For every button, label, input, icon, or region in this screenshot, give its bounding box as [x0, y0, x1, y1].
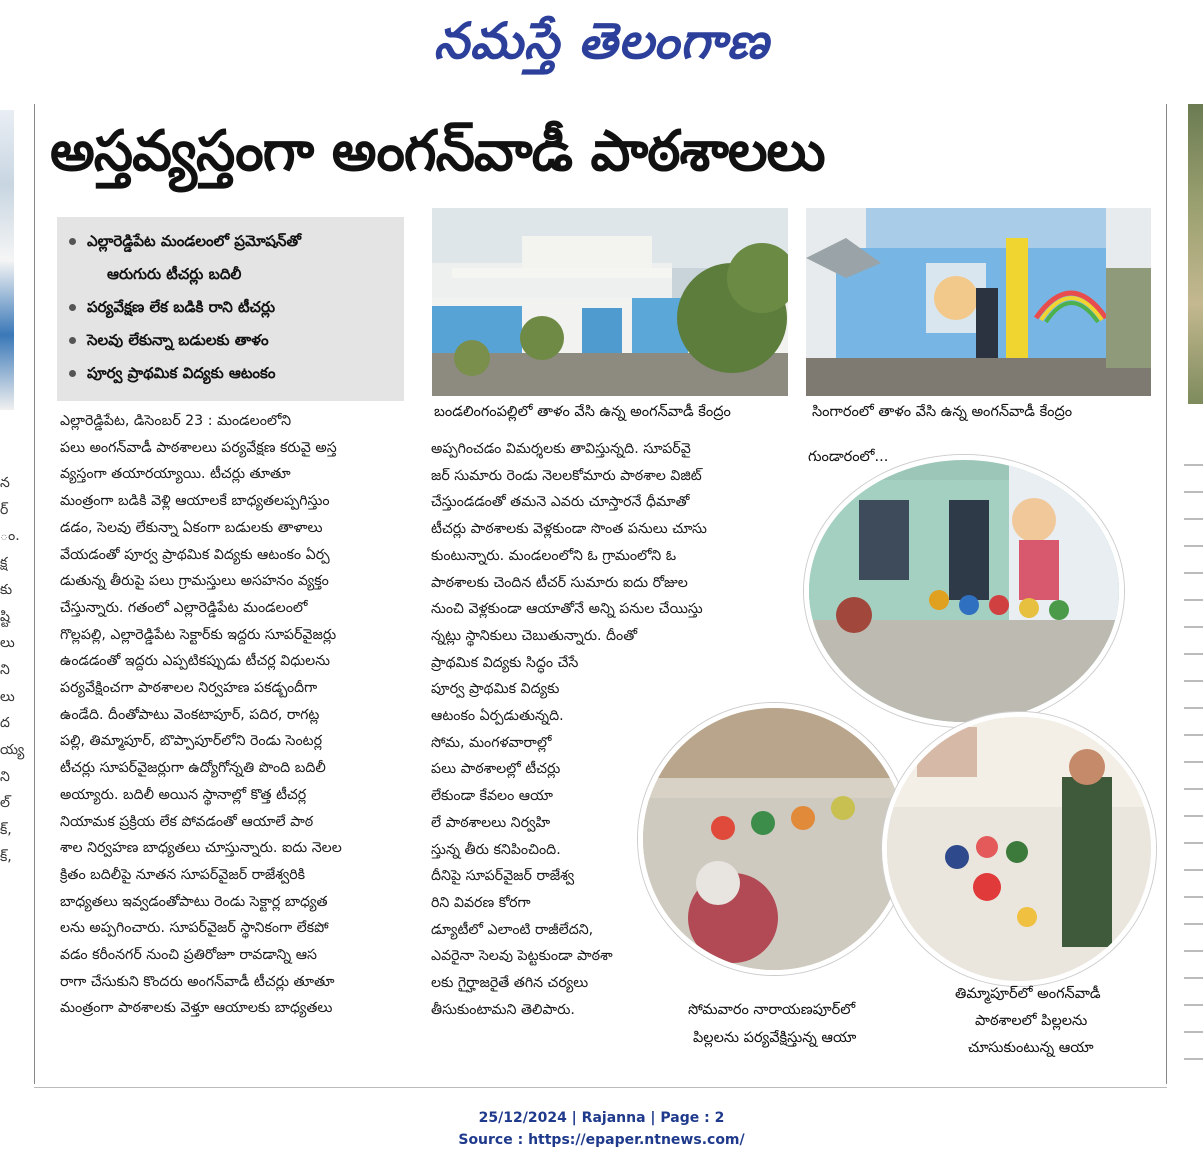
body-text-line: జర్ సుమారు రెండు నెలలకోమారు పాఠశాల విజిట్	[431, 467, 702, 484]
body-text-line: శాల నిర్వహణ బాధ్యతలు చూస్తున్నారు. ఐదు నెలల	[60, 840, 342, 857]
photo-bandalingampalli-center	[432, 208, 788, 396]
body-text-line: కుంటున్నారు. మండలంలోని ఓ గ్రామంలోని ఓ	[431, 547, 677, 564]
body-text-line: చేస్తున్నారు. గతంలో ఎల్లారెడ్డిపేట మండలంలో	[60, 599, 308, 616]
caption-photo-2: సింగారంలో తాళం వేసి ఉన్న అంగన్‌వాడీ కేంద్రం	[812, 404, 1073, 420]
article-column-2	[431, 436, 791, 1023]
photo-singaram-center	[806, 208, 1151, 396]
caption-photo-5-line3: చూసుకుంటున్న ఆయా	[968, 1040, 1094, 1056]
highlight-item: ఎల్లారెడ్డిపేట మండలంలో ప్రమోషన్‌తో	[65, 225, 398, 258]
photo-bandalingampalli-image	[432, 208, 788, 396]
highlight-item: సెలవు లేకున్నా బడులకు తాళం	[65, 324, 398, 357]
photo-thimmapur-image	[887, 717, 1151, 981]
body-text-line: ఉండేది. దీంతోపాటు వెంకటాపూర్, పదిర, రాగట్ల	[60, 706, 320, 723]
left-edge-text: న ర్ ం. క్ష కు ష్టి లు ని లు ద య్య ని ల్ క్, క్,	[0, 475, 25, 865]
body-text-line: టీచర్లు పాఠశాలకు వెళ్లకుండా సొంత పనులు చూసు	[431, 521, 707, 538]
body-text-line: డ్యూటీలో ఎలాంటి రాజీలేదని,	[431, 921, 594, 938]
body-text-line: లేకుండా కేవలం ఆయా	[431, 788, 553, 805]
body-text-line: మంత్రంగా పాఠశాలకు వెళ్తూ ఆయాలకు బాధ్యతలు	[60, 1000, 333, 1017]
caption-photo-4-line1: సోమవారం నారాయణపూర్‌లో	[688, 1002, 856, 1018]
body-text-line: లే పాఠశాలలు నిర్వహి	[431, 814, 551, 831]
caption-photo-3-title: గుండారంలో...	[808, 449, 889, 465]
body-text-line: అయ్యారు. బదిలీ అయిన స్థానాల్లో కొత్త టీచర్ల	[60, 786, 307, 803]
photo-gundaram-circle	[804, 455, 1124, 727]
body-text-line: వేయడంతో పూర్వ ప్రాథమిక విద్యకు ఆటంకం ఏర్ప	[60, 546, 330, 563]
body-text-line: తీసుకుంటామని తెలిపారు.	[431, 1001, 575, 1018]
body-text-line: సోమ, మంగళవారాల్లో	[431, 734, 552, 751]
body-text-line: పల్లి, తిమ్మాపూర్, బొప్పాపూర్‌లోని రెండు సెంటర్ల	[60, 733, 323, 750]
masthead-logo: నమస్తే తెలంగాణ	[433, 11, 770, 70]
body-text-line: పూర్వ ప్రాథమిక విద్యకు	[431, 681, 560, 698]
body-text-line: స్తున్న తీరు కనిపించింది.	[431, 841, 561, 858]
article-headline: అస్తవ్యస్తంగా అంగన్‌వాడీ పాఠశాలలు	[50, 119, 825, 184]
left-border-line	[34, 104, 35, 1084]
body-text-line: బాధ్యతలు ఇవ్వడంతోపాటు రెండు సెక్టార్ల బాధ్యత	[60, 893, 328, 910]
body-text-line: రిని వివరణ కోరగా	[431, 894, 531, 911]
body-text-line: క్రితం బదిలీపై నూతన సూపర్‌వైజర్ రాజేశ్వరికి	[60, 866, 306, 883]
caption-photo-5-line1: తిమ్మాపూర్‌లో అంగన్‌వాడీ	[955, 986, 1101, 1002]
body-text-line: నుంచి వెళ్లకుండా ఆయాతోనే అన్ని పనుల చేయిస్తు	[431, 601, 703, 618]
body-text-line: పలు పాఠశాలల్లో టీచర్లు	[431, 761, 561, 778]
body-text-line: దీనిపై సూపర్‌వైజర్ రాజేశ్వ	[431, 868, 575, 885]
body-text-line: న్నట్లు స్థానికులు చెబుతున్నారు. దీంతో	[431, 627, 638, 644]
right-edge-photo	[1188, 104, 1203, 404]
body-text-line: గొల్లపల్లి, ఎల్లారెడ్డిపేట సెక్టార్‌కు ఇద్దరు సూపర్‌వైజర్లు	[60, 626, 337, 643]
body-text-line: లకు గైర్హాజరైతే తగిన చర్యలు	[431, 975, 589, 992]
body-text-line: ఎల్లారెడ్డిపేట, డిసెంబర్ 23 : మండలంలోని	[60, 413, 292, 429]
photo-gundaram-image	[809, 460, 1119, 722]
body-text-line: మంత్రంగా బడికి వెళ్లి ఆయాలకే బాధ్యతలప్పగిస్తుం	[60, 493, 330, 510]
article-column-1	[60, 408, 406, 1022]
highlight-item: పూర్వ ప్రాథమిక విద్యకు ఆటంకం	[65, 357, 398, 390]
footer-date-page: 25/12/2024 | Rajanna | Page : 2	[478, 1110, 725, 1126]
highlight-item: పర్యవేక్షణ లేక బడికి రాని టీచర్లు	[65, 291, 398, 324]
left-edge-photo	[0, 110, 14, 410]
body-text-line: పర్యవేక్షించగా పాఠశాలల నిర్వహణ పకడ్బందీగా	[60, 680, 318, 697]
body-text-line: అప్పగించడం విమర్శలకు తావిస్తున్నది. సూపర్‌వై	[431, 441, 691, 457]
caption-photo-4-line2: పిల్లలను పర్యవేక్షిస్తున్న ఆయా	[693, 1030, 857, 1046]
body-text-line: వడం కరీంనగర్ నుంచి ప్రతిరోజూ రావడాన్ని ఆస	[60, 947, 317, 964]
right-border-line	[1166, 104, 1167, 1084]
body-text-line: వ్యస్తంగా తయారయ్యాయి. టీచర్లు తూతూ	[60, 466, 291, 483]
footer-source: Source : https://epaper.ntnews.com/	[458, 1132, 745, 1148]
body-text-line: ఉండడంతో ఇద్దరు ఎప్పటికప్పుడు టీచర్ల విధులను	[60, 653, 331, 670]
body-text-line: రాగా చేసుకుని కొందరు అంగన్‌వాడీ టీచర్లు తూతూ	[60, 973, 335, 990]
highlights-box	[57, 217, 404, 401]
caption-photo-5-line2: పాఠశాలలో పిల్లలను	[975, 1013, 1088, 1029]
body-text-line: ఆటంకం ఏర్పడుతున్నది.	[431, 708, 564, 725]
body-text-line: డుతున్న తీరుపై పలు గ్రామస్తులు అసహనం వ్యక్తం	[60, 573, 329, 590]
bottom-rule	[34, 1087, 1167, 1088]
body-text-line: నియామక ప్రక్రియ లేక పోవడంతో ఆయాలే పాఠ	[60, 813, 314, 830]
body-text-line: ప్రాథమిక విద్యకు సిద్ధం చేసే	[431, 654, 579, 671]
body-text-line: లను అప్పగించారు. సూపర్‌వైజర్ స్థానికంగా లేకపో	[60, 920, 329, 937]
photo-singaram-image	[806, 208, 1151, 396]
highlight-item-continued: ఆరుగురు టీచర్లు బదిలీ	[107, 265, 242, 283]
body-text-line: పాఠశాలకు చెందిన టీచర్ సుమారు ఐదు రోజుల	[431, 574, 688, 591]
body-text-line: ఎవరైనా సెలవు పెట్టకుండా పాఠశా	[431, 948, 613, 965]
caption-photo-1: బండలింగంపల్లిలో తాళం వేసి ఉన్న అంగన్‌వాడీ కేంద్రం	[434, 404, 731, 420]
body-text-line: డడం, సెలవు లేకున్నా ఏకంగా బడులకు తాళాలు	[60, 519, 323, 536]
body-text-line: చేస్తుండడంతో తమనె ఎవరు చూస్తారనే ధీమాతో	[431, 494, 690, 511]
body-text-line: టీచర్లు సూపర్‌వైజర్లుగా ఉద్యోగోన్నతి పొంది బదిలీ	[60, 760, 326, 777]
photo-thimmapur-circle	[882, 712, 1156, 986]
right-edge-text	[1184, 450, 1203, 1070]
body-text-line: పలు అంగన్‌వాడీ పాఠశాలలు పర్యవేక్షణ కరువై అస్త	[60, 439, 337, 456]
